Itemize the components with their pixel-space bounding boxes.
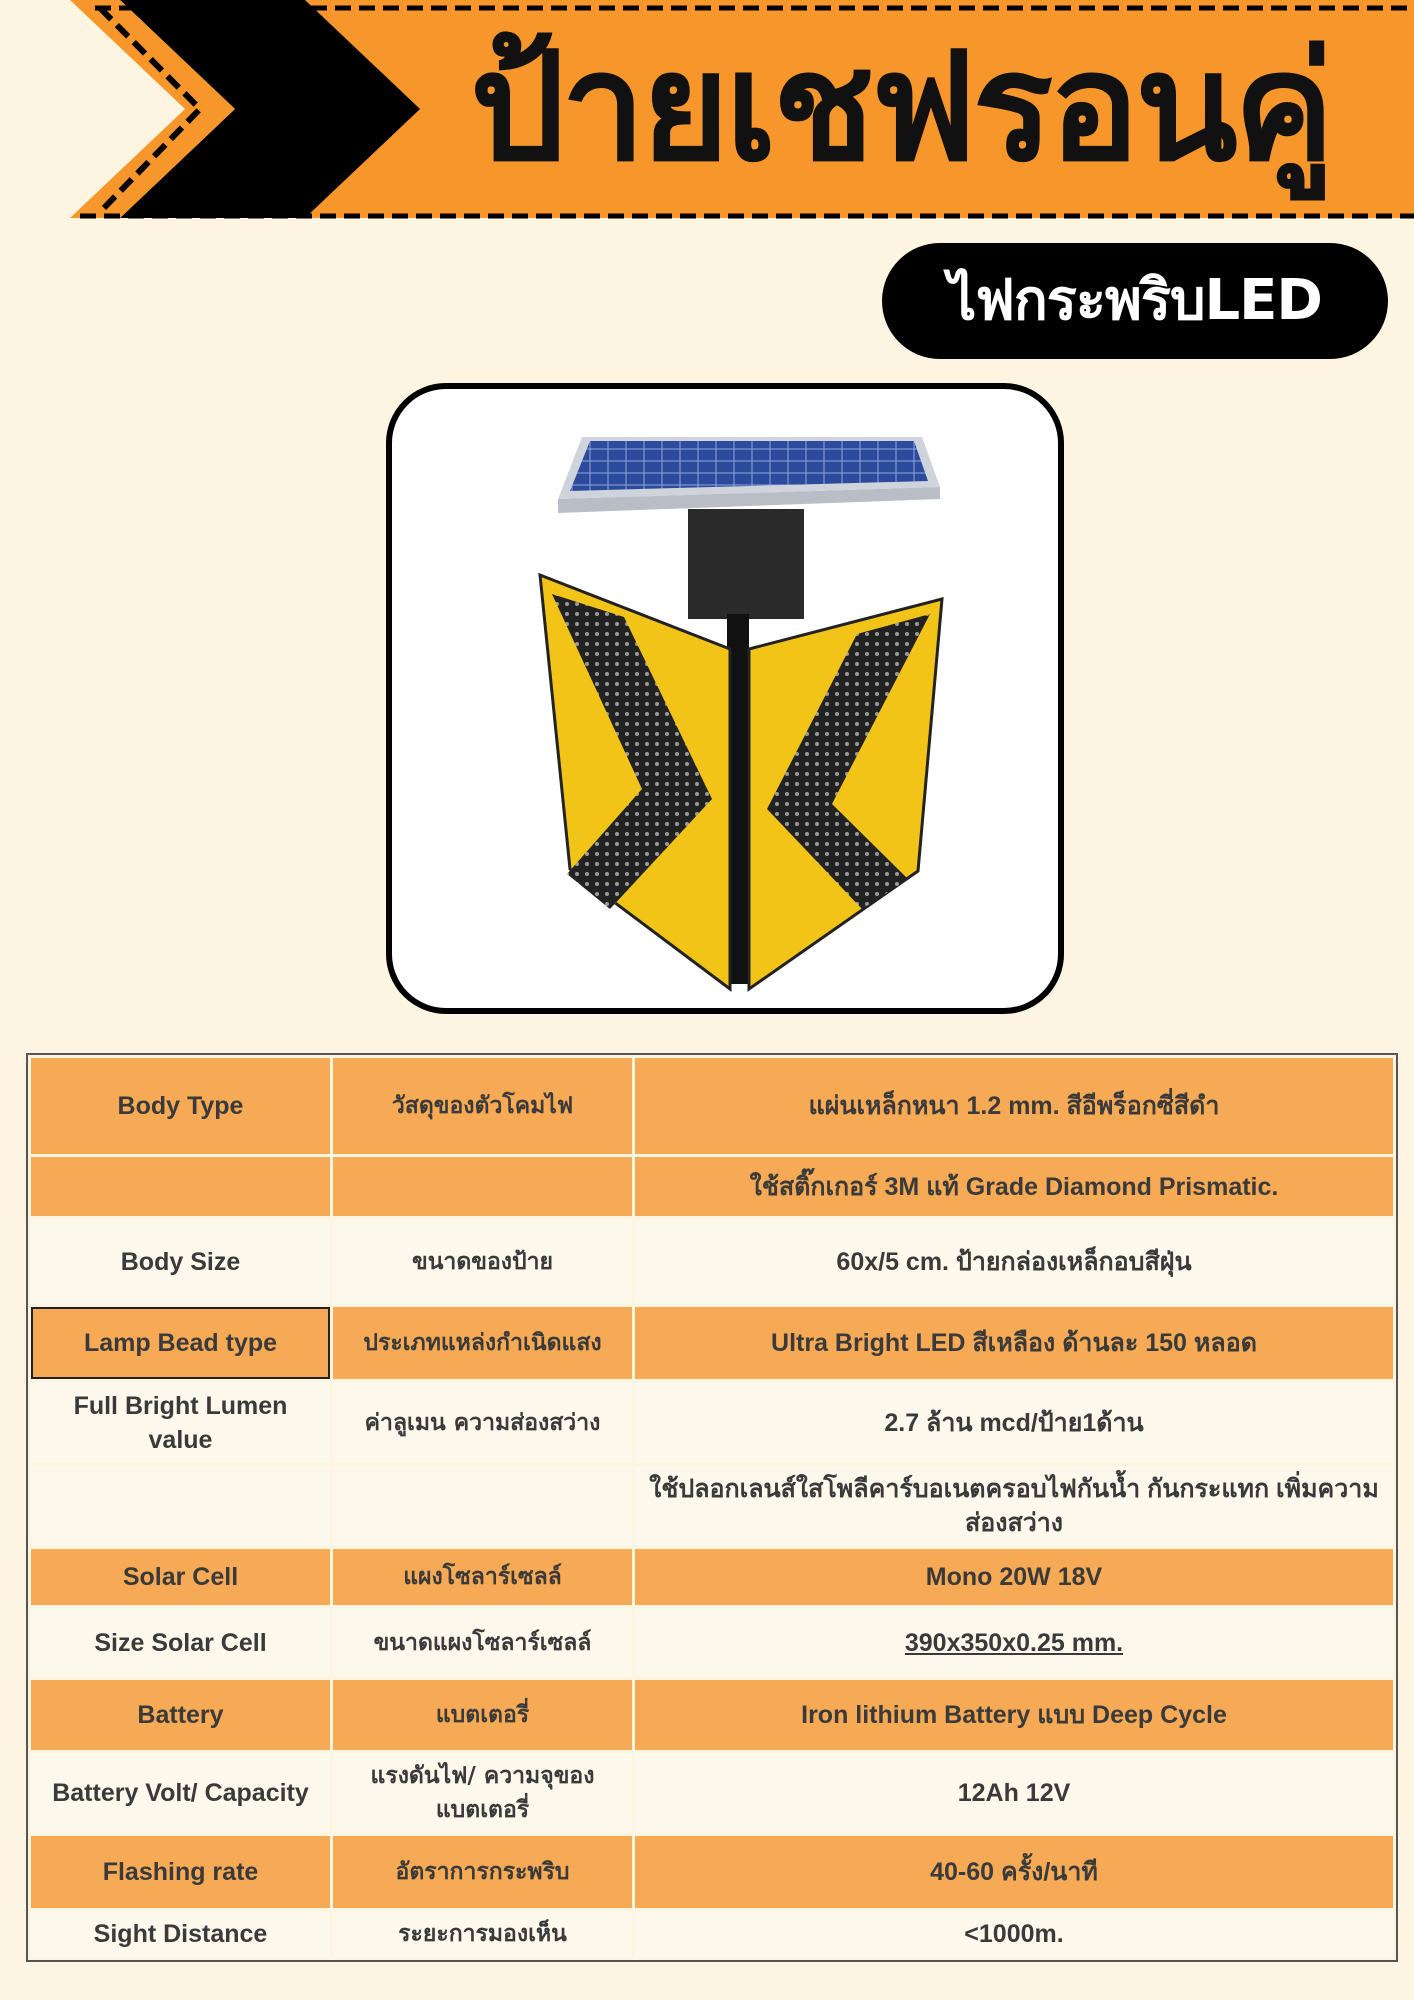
spec-label-th: ขนาดของป้าย [333,1219,632,1304]
solar-chevron-sign-image [392,389,1058,1008]
table-row [31,1058,1393,1154]
spec-label-en: Solar Cell [31,1549,330,1605]
spec-value: 40-60 ครั้ง/นาที [635,1836,1393,1908]
table-row [31,1219,1393,1304]
spec-label-th: อัตราการกระพริบ [333,1836,632,1908]
table-row [31,1549,1393,1605]
spec-value: Mono 20W 18V [635,1549,1393,1605]
header-banner [0,0,1414,225]
spec-label-en: Body Type [31,1058,330,1154]
spec-label-th: แบตเตอรี่ [333,1680,632,1750]
spec-value: ใช้ปลอกเลนส์ใสโพลีคาร์บอเนตครอบไฟกันน้ำ กันกระแทก เพิ่มความส่องสว่าง [635,1466,1393,1546]
spec-label-en: Flashing rate [31,1836,330,1908]
table-row [31,1307,1393,1379]
product-photo [386,383,1064,1014]
spec-value: 12Ah 12V [635,1753,1393,1833]
page-title: ป้ายเชฟรอนคู่ [470,21,1331,195]
table-row [31,1608,1393,1677]
spec-table [26,1053,1398,1962]
spec-label-th: แรงดันไฟ/ ความจุของแบตเตอรี่ [333,1753,632,1833]
spec-label-th: แผงโซลาร์เซลล์ [333,1549,632,1605]
spec-label-en: Body Size [31,1219,330,1304]
spec-label-th: ระยะการมองเห็น [333,1911,632,1957]
spec-label-en: Battery Volt/ Capacity [31,1753,330,1833]
table-row [31,1836,1393,1908]
spec-value: ใช้สติ๊กเกอร์ 3M แท้ Grade Diamond Prismatic. [635,1157,1393,1216]
spec-label-en: Size Solar Cell [31,1608,330,1677]
table-row [31,1466,1393,1546]
spec-value: แผ่นเหล็กหนา 1.2 mm. สีอีพร็อกซี่สีดำ [635,1058,1393,1154]
spec-label-en [31,1466,330,1546]
table-row [31,1382,1393,1463]
table-row [31,1753,1393,1833]
table-row [31,1911,1393,1957]
spec-label-en: Lamp Bead type [31,1307,330,1379]
table-row [31,1157,1393,1216]
table-row [31,1680,1393,1750]
spec-value: Ultra Bright LED สีเหลือง ด้านละ 150 หลอด [635,1307,1393,1379]
spec-label-th [333,1466,632,1546]
spec-label-en: Battery [31,1680,330,1750]
spec-label-en: Sight Distance [31,1911,330,1957]
spec-label-th [333,1157,632,1216]
led-flash-badge: ไฟกระพริบLED [882,243,1388,359]
spec-label-th: ประเภทแหล่งกำเนิดแสง [333,1307,632,1379]
spec-value: <1000m. [635,1911,1393,1957]
spec-value: 390x350x0.25 mm. [635,1608,1393,1677]
spec-label-en [31,1157,330,1216]
spec-value: Iron lithium Battery แบบ Deep Cycle [635,1680,1393,1750]
spec-label-th: ขนาดแผงโซลาร์เซลล์ [333,1608,632,1677]
spec-value: 60x/5 cm. ป้ายกล่องเหล็กอบสีฝุ่น [635,1219,1393,1304]
spec-label-th: ค่าลูเมน ความส่องสว่าง [333,1382,632,1463]
spec-label-en: Full Bright Lumen value [31,1382,330,1463]
spec-label-th: วัสดุของตัวโคมไฟ [333,1058,632,1154]
spec-value: 2.7 ล้าน mcd/ป้าย1ด้าน [635,1382,1393,1463]
